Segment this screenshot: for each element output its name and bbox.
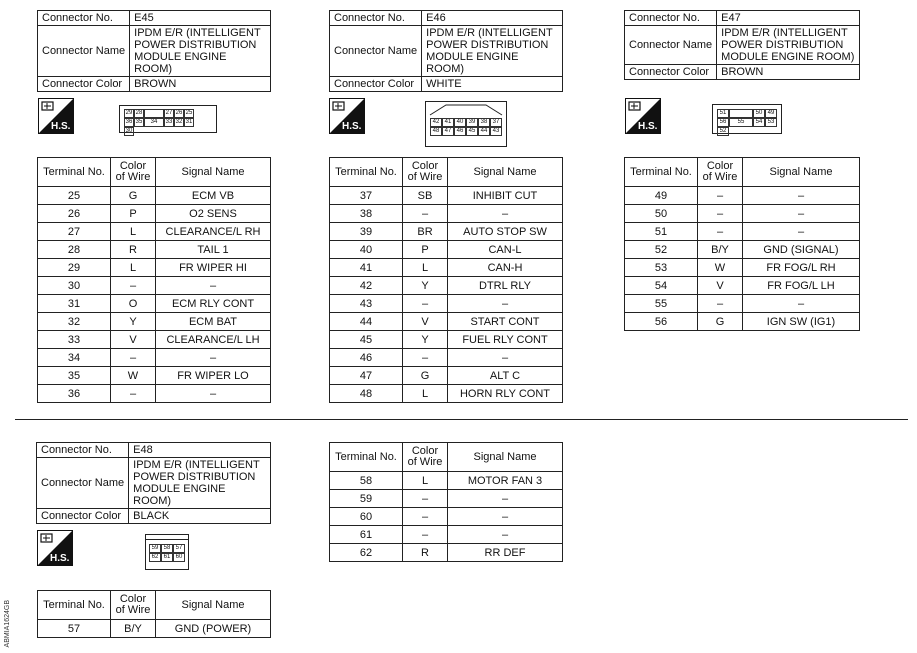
- table-row: [330, 223, 563, 241]
- signal-name: ECM RLY CONT: [156, 295, 271, 313]
- terminal-number: 57: [38, 620, 111, 638]
- connector-pin: 50: [753, 109, 765, 118]
- wire-color: –: [403, 526, 448, 544]
- table-row: [625, 205, 860, 223]
- terminal-number: 25: [38, 187, 111, 205]
- table-row: [38, 259, 271, 277]
- table-row: [330, 295, 563, 313]
- e47-connector-face: [712, 104, 782, 134]
- signal-name: GND (SIGNAL): [743, 241, 860, 259]
- wire-color: L: [403, 472, 448, 490]
- connector-no-label: Connector No.: [38, 11, 130, 26]
- connector-no-label: Connector No.: [625, 11, 717, 26]
- connector-pin: 57: [173, 544, 185, 553]
- signal-name: INHIBIT CUT: [448, 187, 563, 205]
- connector-pin: 30: [125, 128, 133, 134]
- table-row: [38, 313, 271, 331]
- connector-pin: 55: [729, 118, 753, 127]
- wire-color: L: [403, 259, 448, 277]
- connector-pin: 61: [161, 553, 173, 562]
- signal-name: AUTO STOP SW: [448, 223, 563, 241]
- table-row: [330, 313, 563, 331]
- table-row: [38, 295, 271, 313]
- connector-pin: 31: [185, 119, 193, 125]
- signal-name: RR DEF: [448, 544, 563, 562]
- e48-connector-info: [36, 442, 271, 524]
- terminal-number: 40: [330, 241, 403, 259]
- connector-pin: 49: [765, 109, 777, 118]
- signal-name: –: [448, 295, 563, 313]
- wire-color: –: [403, 205, 448, 223]
- terminal-number: 29: [38, 259, 111, 277]
- table-row: [38, 331, 271, 349]
- signal-name-header: Signal Name: [448, 443, 563, 472]
- connector-no-value: E48: [129, 443, 271, 458]
- wire-color: L: [111, 259, 156, 277]
- signal-name: FR WIPER LO: [156, 367, 271, 385]
- wire-color: L: [403, 385, 448, 403]
- terminal-number: 54: [625, 277, 698, 295]
- wire-color: –: [698, 205, 743, 223]
- color-of-wire-header: Color of Wire: [698, 158, 743, 187]
- signal-name: –: [448, 490, 563, 508]
- connector-pin: 40: [454, 118, 466, 127]
- harness-side-icon: [38, 98, 74, 134]
- connector-pin: 53: [765, 118, 777, 127]
- table-row: [38, 385, 271, 403]
- table-row: [330, 205, 563, 223]
- wire-color: V: [403, 313, 448, 331]
- signal-name-header: Signal Name: [448, 158, 563, 187]
- wire-color: –: [403, 349, 448, 367]
- table-row: [38, 277, 271, 295]
- wire-color: BR: [403, 223, 448, 241]
- connector-pin: 60: [173, 553, 185, 562]
- connector-color-value: BROWN: [717, 65, 860, 80]
- wire-color: L: [111, 223, 156, 241]
- connector-name-value: IPDM E/R (INTELLIGENT POWER DISTRIBUTION MODULE ENGINE ROOM): [422, 26, 563, 77]
- e45-connector-info: [37, 10, 271, 92]
- signal-name: DTRL RLY: [448, 277, 563, 295]
- connector-pin: 34: [144, 118, 164, 127]
- color-of-wire-header: Color of Wire: [403, 158, 448, 187]
- terminal-number: 32: [38, 313, 111, 331]
- terminal-no-header: Terminal No.: [38, 591, 111, 620]
- connector-pin: 27: [165, 110, 173, 116]
- wire-color: SB: [403, 187, 448, 205]
- terminal-number: 60: [330, 508, 403, 526]
- signal-name: CLEARANCE/L LH: [156, 331, 271, 349]
- table-row: [330, 331, 563, 349]
- wire-color: W: [698, 259, 743, 277]
- terminal-number: 31: [38, 295, 111, 313]
- signal-name: CAN-L: [448, 241, 563, 259]
- terminal-number: 61: [330, 526, 403, 544]
- terminal-number: 56: [625, 313, 698, 331]
- signal-name: FR FOG/L RH: [743, 259, 860, 277]
- table-row: [38, 241, 271, 259]
- signal-name: IGN SW (IG1): [743, 313, 860, 331]
- terminal-number: 36: [38, 385, 111, 403]
- connector-pin: 25: [185, 110, 193, 116]
- connector-no-label: Connector No.: [330, 11, 422, 26]
- table-row: [625, 295, 860, 313]
- wire-color: –: [698, 187, 743, 205]
- terminal-number: 35: [38, 367, 111, 385]
- signal-name: FR FOG/L LH: [743, 277, 860, 295]
- hs-label: H.S.: [51, 121, 71, 132]
- connector-color-value: BLACK: [129, 509, 271, 524]
- signal-name: ECM BAT: [156, 313, 271, 331]
- hs-label: H.S.: [50, 553, 70, 564]
- table-row: [38, 223, 271, 241]
- connector-pin: 54: [753, 118, 765, 127]
- connector-no-label: Connector No.: [37, 443, 129, 458]
- signal-name: FUEL RLY CONT: [448, 331, 563, 349]
- signal-name: START CONT: [448, 313, 563, 331]
- signal-name: –: [448, 526, 563, 544]
- wire-color: –: [698, 223, 743, 241]
- connector-pin: 44: [478, 127, 490, 136]
- harness-side-icon: [329, 98, 365, 134]
- signal-name: –: [448, 205, 563, 223]
- connector-pin: 35: [135, 119, 143, 125]
- e48-terminal-table-a: [37, 590, 271, 638]
- wire-color: –: [111, 385, 156, 403]
- connector-pin: 37: [490, 118, 502, 127]
- connector-color-value: WHITE: [422, 77, 563, 92]
- wire-color: G: [111, 187, 156, 205]
- signal-name: GND (POWER): [156, 620, 271, 638]
- signal-name-header: Signal Name: [743, 158, 860, 187]
- terminal-number: 38: [330, 205, 403, 223]
- e46-terminal-table: [329, 157, 563, 403]
- connector-pin: 41: [442, 118, 454, 127]
- wire-color: P: [403, 241, 448, 259]
- signal-name-header: Signal Name: [156, 158, 271, 187]
- terminal-number: 59: [330, 490, 403, 508]
- connector-pin: 39: [466, 118, 478, 127]
- connector-pin: 29: [125, 110, 133, 116]
- connector-pin: 59: [149, 544, 161, 553]
- wire-color: –: [698, 295, 743, 313]
- wire-color: B/Y: [698, 241, 743, 259]
- e48-connector-face: [145, 534, 189, 570]
- terminal-number: 37: [330, 187, 403, 205]
- harness-side-icon: [625, 98, 661, 134]
- connector-no-value: E45: [130, 11, 271, 26]
- terminal-no-header: Terminal No.: [330, 443, 403, 472]
- terminal-number: 41: [330, 259, 403, 277]
- connector-pin: 47: [442, 127, 454, 136]
- figure-code: ABMIA1624GB: [4, 600, 11, 648]
- signal-name: ALT C: [448, 367, 563, 385]
- wire-color: –: [111, 349, 156, 367]
- terminal-number: 30: [38, 277, 111, 295]
- color-of-wire-header: Color of Wire: [111, 591, 156, 620]
- table-row: [625, 277, 860, 295]
- wire-color: P: [111, 205, 156, 223]
- table-row: [330, 526, 563, 544]
- table-row: [625, 241, 860, 259]
- connector-pin: 43: [490, 127, 502, 136]
- table-row: [38, 205, 271, 223]
- terminal-number: 52: [625, 241, 698, 259]
- e45-connector-face: [119, 105, 217, 133]
- connector-pin: 45: [466, 127, 478, 136]
- table-row: [330, 277, 563, 295]
- section-divider: [15, 419, 908, 420]
- e47-connector-info: [624, 10, 860, 80]
- signal-name: –: [448, 349, 563, 367]
- connector-pin: 42: [430, 118, 442, 127]
- table-row: [330, 367, 563, 385]
- terminal-number: 53: [625, 259, 698, 277]
- e45-terminal-table: [37, 157, 271, 403]
- terminal-number: 55: [625, 295, 698, 313]
- table-row: [38, 620, 271, 638]
- terminal-no-header: Terminal No.: [625, 158, 698, 187]
- connector-pin: 33: [165, 119, 173, 125]
- connector-pin: 38: [478, 118, 490, 127]
- harness-side-icon: [37, 530, 73, 566]
- table-row: [38, 349, 271, 367]
- table-row: [625, 313, 860, 331]
- wire-color: W: [111, 367, 156, 385]
- wire-color: –: [403, 295, 448, 313]
- table-row: [330, 349, 563, 367]
- wire-color: –: [403, 490, 448, 508]
- table-row: [330, 187, 563, 205]
- signal-name: HORN RLY CONT: [448, 385, 563, 403]
- connector-pin: 46: [454, 127, 466, 136]
- terminal-number: 34: [38, 349, 111, 367]
- terminal-number: 58: [330, 472, 403, 490]
- table-row: [625, 187, 860, 205]
- signal-name: –: [743, 223, 860, 241]
- connector-pin: 58: [161, 544, 173, 553]
- connector-pin: 52: [717, 127, 729, 136]
- table-row: [330, 544, 563, 562]
- table-row: [625, 259, 860, 277]
- wire-color: R: [111, 241, 156, 259]
- connector-pin: [729, 109, 753, 118]
- e46-connector-face: [425, 101, 507, 147]
- signal-name: O2 SENS: [156, 205, 271, 223]
- color-of-wire-header: Color of Wire: [403, 443, 448, 472]
- connector-pin: [144, 109, 164, 118]
- table-row: [330, 241, 563, 259]
- connector-pin: 28: [135, 110, 143, 116]
- wire-color: B/Y: [111, 620, 156, 638]
- wire-color: Y: [111, 313, 156, 331]
- connector-color-label: Connector Color: [330, 77, 422, 92]
- table-row: [330, 472, 563, 490]
- table-row: [38, 187, 271, 205]
- e46-connector-info: [329, 10, 563, 92]
- terminal-number: 50: [625, 205, 698, 223]
- signal-name: –: [156, 277, 271, 295]
- connector-name-label: Connector Name: [625, 26, 717, 65]
- terminal-number: 49: [625, 187, 698, 205]
- connector-pin: 51: [717, 109, 729, 118]
- table-row: [625, 223, 860, 241]
- signal-name: TAIL 1: [156, 241, 271, 259]
- connector-no-value: E47: [717, 11, 860, 26]
- terminal-number: 44: [330, 313, 403, 331]
- wire-color: R: [403, 544, 448, 562]
- terminal-number: 46: [330, 349, 403, 367]
- terminal-number: 45: [330, 331, 403, 349]
- connector-pin: 32: [175, 119, 183, 125]
- wire-color: V: [111, 331, 156, 349]
- signal-name: –: [743, 295, 860, 313]
- signal-name: –: [743, 187, 860, 205]
- table-row: [38, 367, 271, 385]
- table-row: [330, 490, 563, 508]
- table-row: [330, 385, 563, 403]
- wire-color: Y: [403, 331, 448, 349]
- signal-name: FR WIPER HI: [156, 259, 271, 277]
- connector-color-label: Connector Color: [37, 509, 129, 524]
- terminal-number: 39: [330, 223, 403, 241]
- connector-pin: 56: [717, 118, 729, 127]
- connector-pin: 48: [430, 127, 442, 136]
- terminal-number: 33: [38, 331, 111, 349]
- signal-name: –: [743, 205, 860, 223]
- connector-color-label: Connector Color: [38, 77, 130, 92]
- wire-color: –: [111, 277, 156, 295]
- table-row: [330, 259, 563, 277]
- terminal-number: 51: [625, 223, 698, 241]
- color-of-wire-header: Color of Wire: [111, 158, 156, 187]
- connector-no-value: E46: [422, 11, 563, 26]
- connector-name-value: IPDM E/R (INTELLIGENT POWER DISTRIBUTION MODULE ENGINE ROOM): [717, 26, 860, 65]
- terminal-number: 43: [330, 295, 403, 313]
- signal-name: –: [156, 385, 271, 403]
- wire-color: G: [403, 367, 448, 385]
- terminal-no-header: Terminal No.: [330, 158, 403, 187]
- e48-terminal-table-b: [329, 442, 563, 562]
- table-row: [330, 508, 563, 526]
- signal-name: MOTOR FAN 3: [448, 472, 563, 490]
- terminal-number: 62: [330, 544, 403, 562]
- terminal-number: 26: [38, 205, 111, 223]
- signal-name: ECM VB: [156, 187, 271, 205]
- wire-color: V: [698, 277, 743, 295]
- connector-name-value: IPDM E/R (INTELLIGENT POWER DISTRIBUTION MODULE ENGINE ROOM): [130, 26, 271, 77]
- signal-name-header: Signal Name: [156, 591, 271, 620]
- signal-name: CLEARANCE/L RH: [156, 223, 271, 241]
- wire-color: O: [111, 295, 156, 313]
- signal-name: –: [156, 349, 271, 367]
- connector-name-value: IPDM E/R (INTELLIGENT POWER DISTRIBUTION MODULE ENGINE ROOM): [129, 458, 271, 509]
- signal-name: CAN-H: [448, 259, 563, 277]
- connector-color-value: BROWN: [130, 77, 271, 92]
- connector-name-label: Connector Name: [38, 26, 130, 77]
- connector-color-label: Connector Color: [625, 65, 717, 80]
- signal-name: –: [448, 508, 563, 526]
- terminal-number: 47: [330, 367, 403, 385]
- terminal-number: 28: [38, 241, 111, 259]
- connector-pin: 26: [175, 110, 183, 116]
- connector-pin: 62: [149, 553, 161, 562]
- terminal-number: 48: [330, 385, 403, 403]
- terminal-no-header: Terminal No.: [38, 158, 111, 187]
- terminal-number: 42: [330, 277, 403, 295]
- hs-label: H.S.: [638, 121, 658, 132]
- terminal-number: 27: [38, 223, 111, 241]
- connector-name-label: Connector Name: [330, 26, 422, 77]
- wire-color: –: [403, 508, 448, 526]
- connector-pin: 36: [125, 119, 133, 125]
- hs-label: H.S.: [342, 121, 362, 132]
- e47-terminal-table: [624, 157, 860, 331]
- wire-color: G: [698, 313, 743, 331]
- connector-name-label: Connector Name: [37, 458, 129, 509]
- wire-color: Y: [403, 277, 448, 295]
